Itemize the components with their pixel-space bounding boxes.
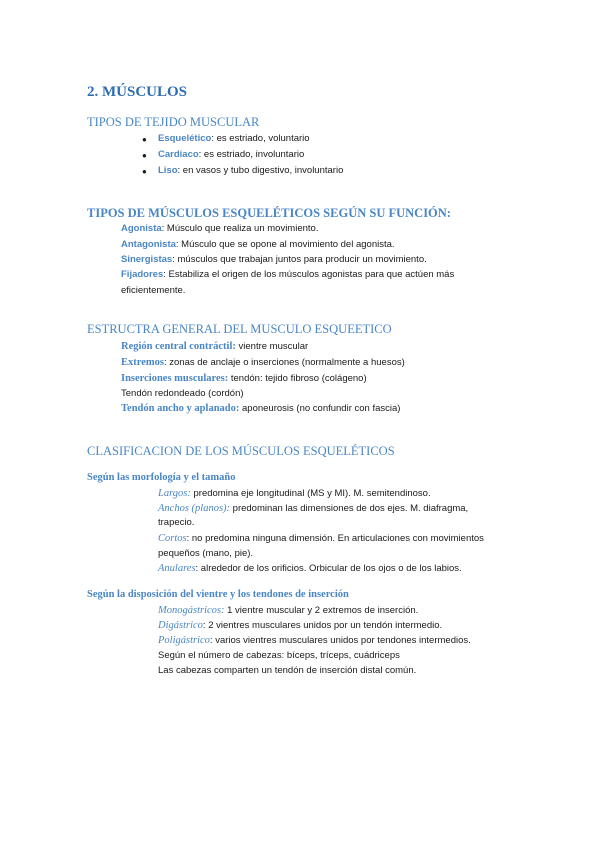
term: Cortos [158,533,187,544]
subheading-disposicion: Según la disposición del vientre y los tendones de inserción [87,589,349,600]
list-item [121,222,318,236]
term: Poligástrico [158,635,210,646]
term: Cardiaco [158,149,199,160]
list-item [158,132,310,146]
definition: : es estriado, involuntario [198,149,305,160]
definition: : Músculo que realiza un movimiento. [161,223,319,234]
plain-text: Las cabezas comparten un tendón de inserción distal común. [158,665,417,676]
section-heading-tejido: TIPOS DE TEJIDO MUSCULAR [87,115,260,129]
term: Fijadores [121,269,164,280]
list-item [158,619,442,633]
section-heading-estructura: ESTRUCTRA GENERAL DEL MUSCULO ESQUEETICO [87,322,392,336]
subheading-morfologia: Según las morfología y el tamaño [87,472,236,483]
list-item [158,562,462,576]
definition: tendón: tejido fibroso (colágeno) [228,373,367,384]
page-title: 2. MÚSCULOS [87,84,188,100]
term: Liso [158,165,178,176]
term: Inserciones musculares: [121,373,229,384]
term: Región central contráctil: [121,341,236,352]
plain-text: Según el número de cabezas: bíceps, tríceps, cuádriceps [158,650,400,661]
list-item [158,164,343,178]
definition: : 2 vientres musculares unidos por un tendón intermedio. [202,620,443,631]
term: Tendón ancho y aplanado: [121,403,240,414]
term: Monogástricos: [158,605,225,616]
definition: : músculos que trabajan juntos para producir un movimiento. [172,254,427,265]
list-item [121,268,454,282]
definition: : alrededor de los orificios. Orbicular de los ojos o de los labios. [195,563,462,574]
definition: : zonas de anclaje o inserciones (normalmente a huesos) [163,357,405,368]
list-item [158,532,484,546]
list-item [158,547,253,561]
definition: : Estabiliza el origen de los músculos agonistas para que actúen más [163,269,455,280]
definition: 1 vientre muscular y 2 extremos de inserción. [224,605,419,616]
list-item [158,502,468,516]
list-item [158,604,418,618]
term: Anulares [158,563,196,574]
term: Esquelético [158,133,212,144]
list-item [121,402,400,416]
definition: : Músculo que se opone al movimiento del agonista. [175,239,395,250]
term: Largos: [158,488,191,499]
bullet-icon: ● [142,167,147,176]
definition: : no predomina ninguna dimensión. En articulaciones con movimientos [186,533,484,544]
term: Sinergistas [121,254,173,265]
list-item [158,634,471,648]
definition: predomina eje longitudinal (MS y MI). M. semitendinoso. [190,488,431,499]
list-item [121,238,395,252]
definition: : es estriado, voluntario [211,133,310,144]
term: Anchos (planos): [158,503,231,514]
list-item [121,372,367,386]
definition: : varios vientres musculares unidos por tendones intermedios. [209,635,471,646]
section-heading-funcion: TIPOS DE MÚSCULOS ESQUELÉTICOS SEGÚN SU FUNCIÓN: [87,206,451,220]
list-item [121,253,427,267]
list-item [121,340,308,354]
list-item [158,148,304,162]
term: Extremos [121,357,164,368]
continuation-text: eficientemente. [121,285,186,296]
term: Agonista [121,223,162,234]
definition: vientre muscular [235,341,309,352]
bullet-icon: ● [142,151,147,160]
definition: aponeurosis (no confundir con fascia) [239,403,401,414]
definition: pequeños (mano, pie). [158,548,254,559]
term: Digástrico [158,620,203,631]
bullet-icon: ● [142,135,147,144]
list-item [158,487,431,501]
term: Antagonista [121,239,176,250]
definition: : en vasos y tubo digestivo, involuntario [177,165,344,176]
list-item [121,356,405,370]
definition: predominan las dimensiones de dos ejes. M. diafragma, [230,503,469,514]
list-item [158,516,194,530]
plain-text: Tendón redondeado (cordón) [121,388,244,399]
definition: trapecio. [158,517,195,528]
section-heading-clasificacion: CLASIFICACION DE LOS MÚSCULOS ESQUELÉTICOS [87,444,395,458]
